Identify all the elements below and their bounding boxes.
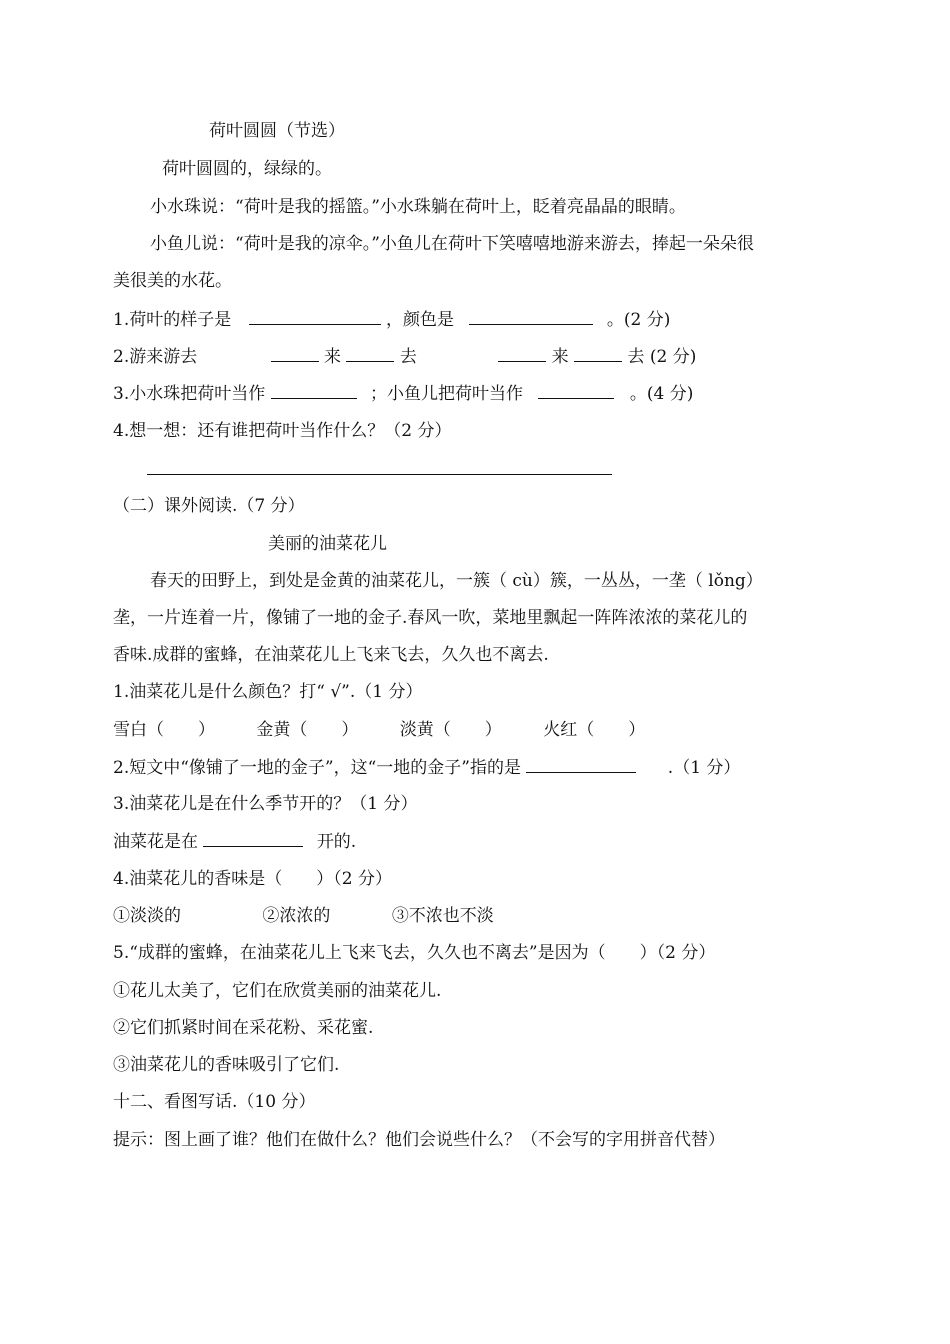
option-pale-yellow[interactable]: 淡黄（ ） xyxy=(399,720,502,740)
option-3[interactable]: ③不浓也不淡 xyxy=(391,906,494,926)
option-2[interactable]: ②浓浓的 xyxy=(262,906,331,926)
passage-paragraph: 小水珠说：“荷叶是我的摇篮。”小水珠躺在荷叶上，眨着亮晶晶的眼睛。 xyxy=(150,197,686,217)
question-text: ；小鱼儿把荷叶当作 xyxy=(370,384,524,404)
option-snow-white[interactable]: 雪白（ ） xyxy=(113,720,215,740)
question-text: 1.荷叶的样子是 xyxy=(113,310,232,330)
question-text: ，颜色是 xyxy=(386,310,455,330)
passage-paragraph: 春天的田野上，到处是金黄的油菜花儿，一簇（ cù）簇，一丛丛，一垄（ lǒng） xyxy=(150,571,763,591)
answer-blank[interactable] xyxy=(526,756,636,773)
passage-paragraph: 香味.成群的蜜蜂，在油菜花儿上飞来飞去，久久也不离去. xyxy=(113,645,549,665)
question-2 xyxy=(113,345,696,368)
answer-blank[interactable] xyxy=(469,308,593,325)
option-2[interactable]: ②它们抓紧时间在采花粉、采花蜜. xyxy=(113,1018,374,1038)
answer-blank[interactable] xyxy=(271,345,319,362)
question-score: 。(2 分) xyxy=(606,310,671,330)
answer-blank[interactable] xyxy=(498,345,546,362)
answer-blank[interactable] xyxy=(346,345,394,362)
answer-blank[interactable] xyxy=(249,308,381,325)
question-text: 3.小水珠把荷叶当作 xyxy=(113,384,266,404)
question-word: 去 xyxy=(399,347,417,367)
question-1: 1.油菜花儿是什么颜色？打“ √”.（1 分） xyxy=(113,682,423,702)
question-score: .（1 分） xyxy=(667,758,741,778)
writing-hint: 提示：图上画了谁？他们在做什么？他们会说些什么？（不会写的字用拼音代替） xyxy=(113,1130,725,1150)
section-heading: 十二、看图写话.（10 分） xyxy=(113,1092,316,1112)
passage-paragraph: 垄，一片连着一片，像铺了一地的金子.春风一吹，菜地里飘起一阵阵浓浓的菜花儿的 xyxy=(113,608,748,628)
answer-line[interactable] xyxy=(147,474,612,475)
question-3-answer xyxy=(113,830,356,853)
question-5: 5.“成群的蜜蜂，在油菜花儿上飞来飞去，久久也不离去”是因为（ ）（2 分） xyxy=(113,943,716,963)
question-text: 油菜花是在 xyxy=(113,832,198,852)
question-score: 。(4 分) xyxy=(629,384,694,404)
question-3: 3.油菜花儿是在什么季节开的？（1 分） xyxy=(113,794,418,814)
passage-title: 美丽的油菜花儿 xyxy=(268,534,387,554)
question-4: 4.想一想：还有谁把荷叶当作什么？（2 分） xyxy=(113,421,452,441)
option-fire-red[interactable]: 火红（ ） xyxy=(543,720,646,740)
section-heading: （二）课外阅读.（7 分） xyxy=(113,496,305,516)
option-row xyxy=(113,905,494,927)
option-golden[interactable]: 金黄（ ） xyxy=(256,720,359,740)
option-row xyxy=(113,719,645,741)
option-1[interactable]: ①淡淡的 xyxy=(113,906,181,926)
question-text: 开的. xyxy=(316,832,357,852)
question-text: 2.游来游去 xyxy=(113,347,198,367)
passage-paragraph: 小鱼儿说：“荷叶是我的凉伞。”小鱼儿在荷叶下笑嘻嘻地游来游去，捧起一朵朵很 xyxy=(150,234,754,254)
option-3[interactable]: ③油菜花儿的香味吸引了它们. xyxy=(113,1055,340,1075)
question-2 xyxy=(113,756,740,779)
question-word: 来 xyxy=(324,347,342,367)
question-3 xyxy=(113,382,693,405)
question-word: 来 xyxy=(551,347,569,367)
answer-blank[interactable] xyxy=(203,830,303,847)
passage-paragraph: 荷叶圆圆的，绿绿的。 xyxy=(162,159,332,179)
question-1 xyxy=(113,308,670,331)
question-score: (2 分) xyxy=(649,347,697,367)
passage-title: 荷叶圆圆（节选） xyxy=(209,121,345,141)
answer-blank[interactable] xyxy=(538,382,614,399)
answer-blank[interactable] xyxy=(271,382,357,399)
question-text: 2.短文中“像铺了一地的金子”，这“一地的金子”指的是 xyxy=(113,758,521,778)
passage-paragraph: 美很美的水花。 xyxy=(113,271,232,291)
question-4: 4.油菜花儿的香味是（ ）（2 分） xyxy=(113,869,392,889)
question-word: 去 xyxy=(627,347,645,367)
option-1[interactable]: ①花儿太美了，它们在欣赏美丽的油菜花儿. xyxy=(113,981,442,1001)
answer-blank[interactable] xyxy=(574,345,622,362)
